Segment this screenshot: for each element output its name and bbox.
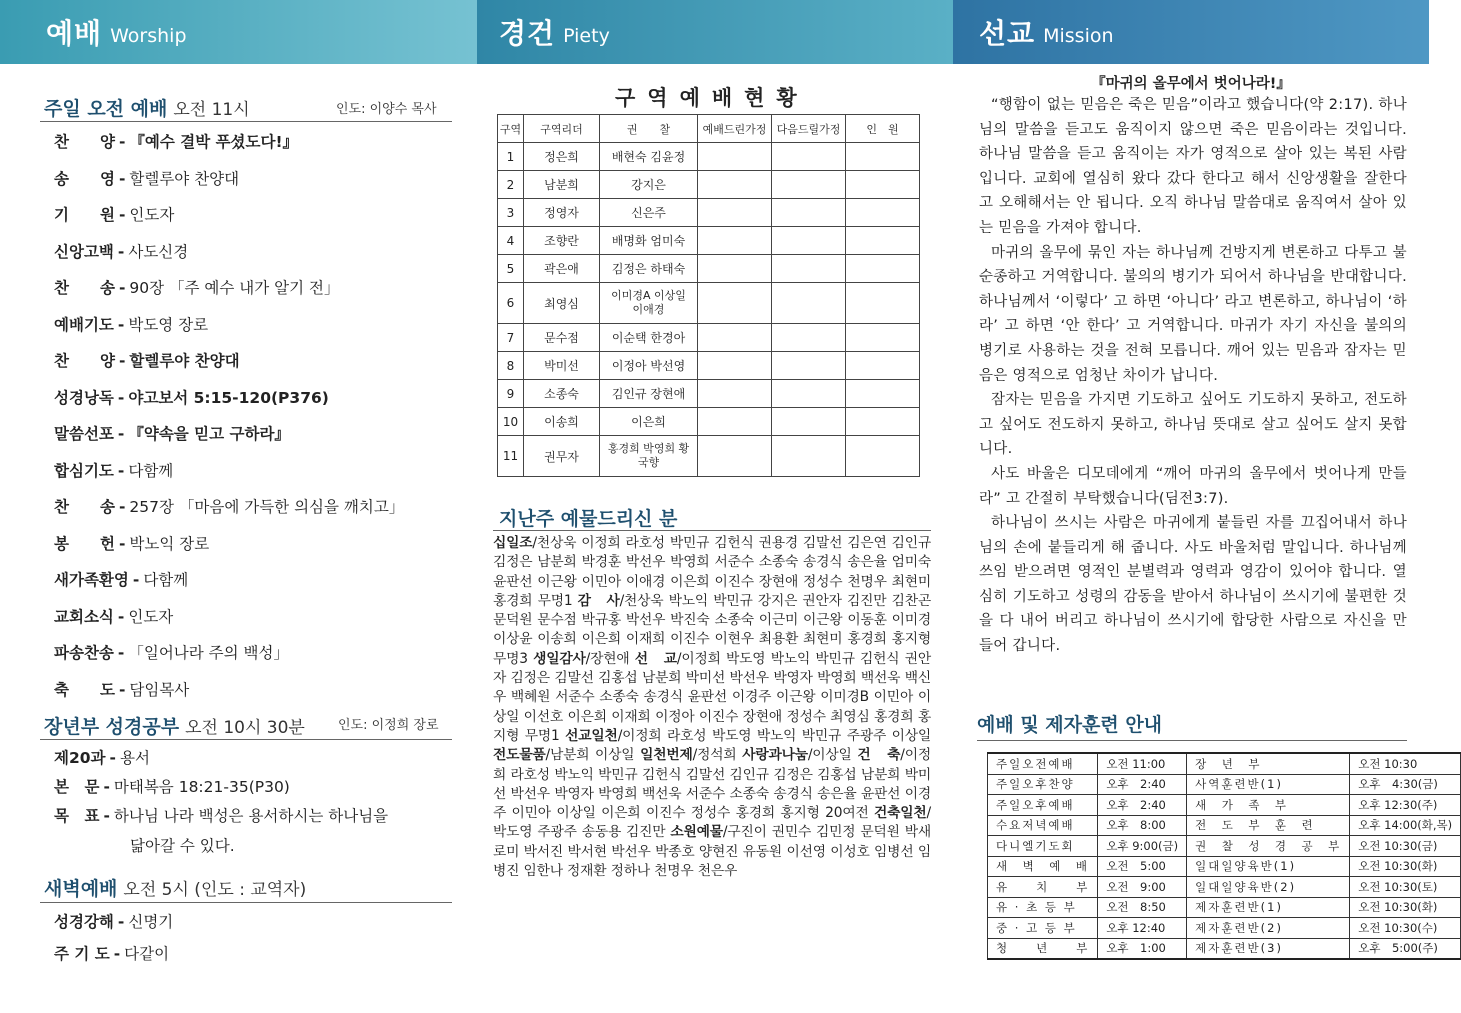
banner-title-ko: 선교 (979, 17, 1036, 50)
training-cell: 오후 5:00(주) (1350, 938, 1461, 959)
zone-cell: 정은희 (524, 143, 600, 171)
zone-header-cell: 구역리더 (524, 115, 600, 143)
table-row (988, 836, 1461, 857)
order-item (54, 605, 173, 627)
zone-empty-cell (846, 171, 920, 199)
offering-separator: / (676, 650, 682, 667)
order-label: 찬 송 (54, 279, 115, 297)
divider (493, 530, 931, 531)
order-value: 마태복음 18:21-35(P30) (113, 778, 290, 796)
order-value: 다같이 (124, 945, 170, 963)
zone-cell: 1 (498, 143, 524, 171)
order-value: 다함께 (128, 461, 174, 480)
training-cell: 주일오후예배 (988, 795, 1098, 816)
order-label: 찬 양 (54, 133, 115, 151)
order-value: 박도영 장로 (128, 315, 209, 334)
zone-empty-cell (772, 324, 846, 352)
offering-names: 박도영 주광주 송동용 김진만 (493, 824, 666, 841)
offering-separator: / (617, 727, 623, 744)
zone-cell: 9 (498, 380, 524, 408)
training-cell: 오후 12:40 (1098, 918, 1187, 939)
zone-header-cell: 권 찰 (600, 115, 698, 143)
offering-separator: / (722, 824, 728, 841)
order-value: 할렐루야 찬양대 (129, 169, 240, 188)
training-cell: 오후 2:40 (1098, 774, 1187, 795)
offering-category: 건 축 (857, 747, 901, 764)
order-label: 본 문 (54, 778, 100, 796)
zone-empty-cell (772, 143, 846, 171)
table-row (988, 815, 1461, 836)
offering-separator: / (545, 747, 550, 764)
zone-empty-cell (846, 352, 920, 380)
zone-cell: 11 (498, 436, 524, 477)
zone-empty-cell (698, 324, 772, 352)
table-row (498, 436, 920, 477)
order-dash: - (103, 778, 110, 796)
zone-cell: 신은주 (600, 199, 698, 227)
offering-category: 사랑과나눔 (742, 747, 808, 764)
zone-empty-cell (846, 324, 920, 352)
order-value: 야고보서 5:15-120(P376) (128, 388, 329, 407)
banner-title-en: Piety (563, 25, 610, 47)
zone-cell: 7 (498, 324, 524, 352)
table-row (498, 324, 920, 352)
zone-empty-cell (772, 199, 846, 227)
offering-separator: / (900, 747, 905, 764)
training-cell: 오전 10:30(수) (1350, 918, 1461, 939)
order-label: 기 원 (54, 206, 115, 224)
table-row (498, 255, 920, 283)
zone-empty-cell (698, 352, 772, 380)
order-dash: - (118, 279, 126, 297)
offerings-title: 지난주 예물드리신 분 (499, 508, 678, 530)
zone-cell: 홍경희 박영희 황국향 (600, 436, 698, 477)
order-label: 송 영 (54, 169, 115, 188)
offering-separator: / (692, 747, 698, 764)
training-cell: 주일오후찬양 (988, 774, 1098, 795)
training-cell: 오전 8:50 (1098, 897, 1187, 918)
mission-paragraph: 사도 바울은 디모데에게 “깨어 마귀의 올무에서 벗어나게 만들라” 고 간절히 부탁했습니다(딤전3:7). (979, 465, 1407, 507)
order-dash: - (118, 352, 126, 370)
order-dash: - (118, 169, 126, 188)
training-cell: 일대일양육반(2) (1187, 877, 1350, 898)
zone-empty-cell (698, 436, 772, 477)
training-cell: 일대일양육반(1) (1187, 856, 1350, 877)
zone-cell: 배명화 엄미숙 (600, 227, 698, 255)
banner-title-ko: 예배 (46, 17, 103, 50)
zone-cell: 강지은 (600, 171, 698, 199)
zone-cell: 3 (498, 199, 524, 227)
zone-cell: 이송희 (524, 408, 600, 436)
offering-category: 일천번제 (640, 747, 693, 764)
zone-cell: 2 (498, 171, 524, 199)
order-dash: - (118, 534, 126, 553)
banner-piety (477, 0, 953, 64)
order-label: 새가족환영 (54, 571, 129, 589)
zone-empty-cell (772, 255, 846, 283)
mission-paragraph: 하나님이 쓰시는 사람은 마귀에게 붙들린 자를 끄집어내서 하나님의 손에 붙들리게 해 줍니다. 사도 바울처럼 말입니다. 하나님께 쓰임 받으려면 영적인 분별력과 영력과 영감이 있어야 합니다. 열심히 기도하고 성령의 감동을 받아서 하나님이 쓰시기에 불편한 것을 다 내어 버리고 하나님이 쓰시기에 합당한 사람으로 자신을 만들어 갑니다. (979, 515, 1407, 655)
offering-names: 남분희 이상일 (549, 747, 635, 764)
table-row (498, 143, 920, 171)
order-item (54, 313, 208, 335)
offering-separator: / (807, 747, 813, 764)
zone-empty-cell (846, 255, 920, 283)
offering-names: 천상욱 박노익 박민규 강지은 권안자 김진만 김찬곤 문덕원 문수점 박규홍 박선우 박진숙 소종숙 이근미 이근왕 이동훈 이미경 이상윤 이송희 이은희 이재희 이진수 이현우 최용환 최현미 홍경희 홍지형 무명3 (493, 592, 932, 667)
order-dash: - (109, 749, 116, 767)
training-cell: 새 벽 예 배 (988, 856, 1098, 877)
banner-worship (0, 0, 477, 64)
table-row (498, 227, 920, 255)
training-cell: 오후 8:00 (1098, 815, 1187, 836)
offering-separator: / (619, 592, 625, 609)
table-row (498, 408, 920, 436)
dawn-service-title: 새벽예배 오전 5시 (인도 : 교역자) (44, 878, 307, 900)
training-cell: 제자훈련반(2) (1187, 918, 1350, 939)
offering-separator: / (585, 650, 591, 667)
zone-empty-cell (846, 380, 920, 408)
order-dash: - (117, 242, 125, 261)
zone-empty-cell (846, 227, 920, 255)
order-dash: - (117, 388, 125, 407)
banner-title-ko: 경건 (499, 17, 556, 50)
mission-body (979, 93, 1407, 659)
zone-cell: 김인규 장현애 (600, 380, 698, 408)
order-label: 목 표 (54, 807, 100, 825)
order-item (54, 386, 329, 408)
order-value: 하나님 나라 백성은 용서하시는 하나님을 (113, 807, 389, 825)
order-value: 담임목사 (129, 680, 190, 699)
training-cell: 중 · 고 등 부 (988, 918, 1098, 939)
order-label: 합심기도 (54, 461, 114, 480)
offering-category: 전도물품 (493, 747, 546, 764)
mission-paragraph: 마귀의 올무에 묶인 자는 하나님께 건방지게 변론하고 다투고 불순종하고 거역합니다. 불의의 병기가 되어서 하나님을 반대합니다. 하나님께서 ‘이렇다’ 고 하면 ‘아니다’ 라고 변론하고, 하나님이 ‘하라’ 고 하면 ‘안 한다’ 고 거역합니다. 마귀가 자기 자신을 불의의 병기로 사용하는 것을 전혀 모릅니다. 깨어 있는 믿음과 잠자는 믿음은 영적으로 엄청난 차이가 납니다. (979, 244, 1407, 384)
divider (40, 121, 452, 122)
offering-separator: / (532, 535, 537, 551)
training-cell: 주일오전예배 (988, 753, 1098, 774)
order-label: 성경강해 (54, 913, 114, 931)
table-row (988, 856, 1461, 877)
offering-category: 생일감사 (533, 650, 586, 667)
zone-empty-cell (772, 408, 846, 436)
zone-empty-cell (698, 408, 772, 436)
zone-header-cell: 다음드릴가정 (772, 115, 846, 143)
table-row (498, 380, 920, 408)
offering-names: 이상일 (812, 747, 852, 764)
worship-column (0, 64, 477, 1013)
order-label: 찬 송 (54, 498, 115, 516)
zone-cell: 10 (498, 408, 524, 436)
training-cell: 제자훈련반(3) (1187, 938, 1350, 959)
banner-title-en: Worship (110, 25, 187, 47)
table-row (988, 877, 1461, 898)
order-value: 『약속을 믿고 구하라』 (128, 425, 290, 443)
order-dash: - (117, 644, 125, 662)
zone-header-cell: 인 원 (846, 115, 920, 143)
order-dash: - (117, 315, 125, 334)
order-value: 인도자 (129, 206, 175, 224)
training-cell: 오후 1:00 (1098, 938, 1187, 959)
training-title: 예배 및 제자훈련 안내 (977, 714, 1163, 736)
zone-cell: 이순택 한경아 (600, 324, 698, 352)
zone-empty-cell (772, 352, 846, 380)
zone-header-cell: 구역 (498, 115, 524, 143)
offering-names: 이정희 라호성 박노익 박민규 김헌식 김말선 김인규 김정은 김홍섭 남분희 박미선 박선우 박영자 박영희 백선욱 서준수 소종숙 송경식 송은율 윤판선 이경주 이민아 이상일 이은희 이진수 정성수 홍경희 홍지형 20여전 (493, 747, 931, 822)
zone-empty-cell (698, 171, 772, 199)
order-item (54, 130, 298, 152)
order-item (54, 532, 209, 554)
zone-empty-cell (772, 171, 846, 199)
mission-title: 『마귀의 올무에서 벗어나라!』 (1091, 76, 1291, 92)
order-dash: - (118, 498, 126, 516)
order-item (54, 349, 240, 371)
offerings-list (493, 534, 931, 881)
order-value: 『예수 결박 푸셨도다!』 (129, 133, 299, 151)
zone-cell: 최영심 (524, 283, 600, 324)
zone-empty-cell (698, 227, 772, 255)
order-dash: - (117, 913, 125, 931)
training-cell: 청 년 부 (988, 938, 1098, 959)
order-item (54, 276, 340, 298)
zone-cell: 정영자 (524, 199, 600, 227)
order-dash: - (113, 945, 121, 963)
mission-paragraph: “행함이 없는 믿음은 죽은 믿음”이라고 했습니다(약 2:17). 하나님의 말씀을 듣고도 움직이지 않으면 죽은 믿음이라는 것입니다. 하나님 말씀을 듣고 움직이는 자가 영적으로 살아 있는 복된 사람입니다. 교회에 열심히 왔다 갔다 한다고 해서 신앙생활을 잘한다고 오해해서는 안 됩니다. 오직 하나님 말씀대로 움직여서 살아 있는 믿음을 가져야 합니다. (979, 97, 1407, 236)
zone-empty-cell (772, 436, 846, 477)
order-label: 주 기 도 (54, 945, 110, 963)
divider (977, 740, 1407, 741)
training-cell: 오후 4:30(금) (1350, 774, 1461, 795)
training-cell: 오전 11:00 (1098, 753, 1187, 774)
zone-cell: 이미경A 이상일 이애경 (600, 283, 698, 324)
order-value: 할렐루야 찬양대 (129, 352, 240, 370)
order-item (54, 746, 150, 768)
order-label: 성경낭독 (54, 388, 114, 407)
training-cell: 장 년 부 (1187, 753, 1350, 774)
training-cell: 오전 9:00 (1098, 877, 1187, 898)
order-item (54, 203, 174, 225)
zone-cell: 김정은 하태숙 (600, 255, 698, 283)
zone-cell: 8 (498, 352, 524, 380)
training-cell: 유 치 부 (988, 877, 1098, 898)
zone-cell: 이정아 박선영 (600, 352, 698, 380)
zone-cell: 4 (498, 227, 524, 255)
table-row (988, 897, 1461, 918)
training-cell: 오전 10:30 (1350, 753, 1461, 774)
zone-cell: 소종숙 (524, 380, 600, 408)
order-value: 「일어나라 주의 백성」 (128, 644, 289, 662)
zone-worship-table (497, 114, 920, 477)
order-label: 찬 양 (54, 352, 115, 370)
zone-empty-cell (698, 143, 772, 171)
zone-empty-cell (698, 199, 772, 227)
order-dash: - (117, 607, 125, 626)
order-dash: - (132, 571, 140, 589)
order-label: 신앙고백 (54, 242, 114, 261)
training-cell: 오전 10:30(토) (1350, 877, 1461, 898)
zone-cell: 5 (498, 255, 524, 283)
order-value: 90장 「주 예수 내가 알기 전」 (129, 279, 340, 297)
training-cell: 오전 10:30(화) (1350, 897, 1461, 918)
zone-cell: 곽은애 (524, 255, 600, 283)
order-label: 제20과 (54, 749, 106, 767)
offering-names: 장현애 (590, 650, 630, 667)
offering-names: 천상욱 이정희 라호성 박민규 김헌식 권용경 김말선 김은연 김인규 김정은 남분희 박경훈 박선우 박영희 서준수 소종숙 송경식 송은율 엄미숙 윤판선 이근왕 이민아 이애경 이은희 이진수 장현애 정성수 천명우 최현미 홍경희 무명1 (493, 535, 931, 609)
order-item (54, 910, 173, 932)
zone-cell: 박미선 (524, 352, 600, 380)
offering-category: 소원예물 (670, 824, 723, 841)
zone-cell: 남분희 (524, 171, 600, 199)
training-cell: 전 도 부 훈 련 (1187, 815, 1350, 836)
training-cell: 제자훈련반(1) (1187, 897, 1350, 918)
training-cell: 오전 5:00 (1098, 856, 1187, 877)
training-cell: 권 찰 성 경 공 부 (1187, 836, 1350, 857)
offering-category: 십일조 (493, 535, 533, 551)
training-cell: 오후 14:00(화,목) (1350, 815, 1461, 836)
order-dash: - (103, 807, 110, 825)
table-row (988, 774, 1461, 795)
offering-names: 이정희 박도영 박노익 박민규 김헌식 권안자 김정은 김말선 김홍섭 남분희 박미선 박선우 박영자 박영희 백선욱 백신우 백혜원 서준수 소종숙 송경식 윤판선 이경주 이근왕 이미경B 이민아 이상일 이선호 이은희 이재희 이정아 이진수 장현애 정성수 최영심 홍경희 홍지형 무명1 (493, 650, 931, 744)
table-row (988, 753, 1461, 774)
zone-cell: 권무자 (524, 436, 600, 477)
piety-column (477, 64, 953, 1013)
zone-header-cell: 예배드린가정 (698, 115, 772, 143)
order-value: 사도신경 (128, 242, 189, 261)
order-label: 파송찬송 (54, 644, 114, 662)
offering-separator: / (926, 805, 931, 822)
training-cell: 오후 9:00(금) (1098, 836, 1187, 857)
sunday-service-title: 주일 오전 예배 오전 11시 (44, 98, 250, 120)
zone-cell: 이은희 (600, 408, 698, 436)
order-item (54, 568, 188, 590)
order-item (54, 678, 189, 700)
order-value: 용서 (119, 749, 150, 767)
order-label: 축 도 (54, 680, 115, 699)
zone-empty-cell (846, 408, 920, 436)
zone-cell: 6 (498, 283, 524, 324)
order-dash: - (118, 206, 126, 224)
table-row (988, 918, 1461, 939)
order-item (54, 775, 290, 797)
table-row (498, 171, 920, 199)
zone-empty-cell (698, 283, 772, 324)
order-item (54, 804, 388, 826)
offering-category: 감 사 (577, 592, 620, 609)
training-cell: 오전 10:30(금) (1350, 836, 1461, 857)
order-dash: - (118, 133, 126, 151)
table-row (988, 938, 1461, 959)
order-label: 예배기도 (54, 315, 114, 334)
order-value: 다함께 (143, 571, 189, 589)
order-item (54, 422, 290, 444)
order-value: 257장 「마음에 가득한 의심을 깨치고」 (129, 498, 405, 516)
banner-mission (953, 0, 1429, 64)
order-dash: - (117, 461, 125, 480)
training-cell: 수요저녁예배 (988, 815, 1098, 836)
order-item (54, 942, 169, 964)
zone-empty-cell (846, 283, 920, 324)
order-item (54, 495, 404, 517)
goal-line-2: 닮아갈 수 있다. (130, 837, 235, 855)
order-label: 말씀선포 (54, 425, 114, 443)
zone-cell: 조향란 (524, 227, 600, 255)
order-label: 교회소식 (54, 607, 114, 626)
zone-empty-cell (846, 143, 920, 171)
adult-study-leader: 인도: 이정희 장로 (338, 718, 439, 733)
order-item (54, 641, 289, 663)
zone-empty-cell (698, 255, 772, 283)
table-row (498, 199, 920, 227)
adult-study-title: 장년부 성경공부 오전 10시 30분 (44, 716, 305, 738)
training-cell: 오후 12:30(주) (1350, 795, 1461, 816)
offering-category: 건축일천 (874, 805, 927, 822)
table-row (498, 352, 920, 380)
training-cell: 사역훈련반(1) (1187, 774, 1350, 795)
training-cell: 새 가 족 부 (1187, 795, 1350, 816)
offering-category: 선 교 (634, 650, 677, 667)
offering-names: 이정희 라호성 박도영 박노익 박민규 주광주 이상일 (622, 727, 932, 744)
training-cell: 오전 10:30(화) (1350, 856, 1461, 877)
offering-category: 선교일천 (565, 727, 618, 744)
zone-empty-cell (698, 380, 772, 408)
zone-table-title: 구역예배현황 (615, 86, 809, 110)
zone-empty-cell (846, 436, 920, 477)
zone-empty-cell (846, 199, 920, 227)
zone-empty-cell (772, 227, 846, 255)
divider (40, 902, 452, 903)
mission-column (953, 64, 1453, 1013)
order-value: 신명기 (128, 913, 174, 931)
zone-empty-cell (772, 380, 846, 408)
order-item (54, 240, 188, 262)
training-cell: 오후 2:40 (1098, 795, 1187, 816)
zone-empty-cell (772, 283, 846, 324)
order-dash: - (118, 680, 126, 699)
mission-paragraph: 잠자는 믿음을 가지면 기도하고 싶어도 기도하지 못하고, 전도하고 싶어도 전도하지 못하고, 하나님 뜻대로 살고 싶어도 살지 못합니다. (979, 392, 1407, 458)
order-value: 인도자 (128, 607, 174, 626)
offering-names: 구진이 권민수 김민정 문덕원 박새로미 박서진 박서현 박선우 박종호 양현진 유동원 이선영 이성호 임병선 임병진 임한나 정재환 정하나 천명우 천은우 (493, 824, 931, 880)
order-item (54, 167, 239, 189)
table-row (988, 795, 1461, 816)
table-row (498, 283, 920, 324)
zone-cell: 문수점 (524, 324, 600, 352)
order-item (54, 459, 173, 481)
training-cell: 유 · 초 등 부 (988, 897, 1098, 918)
sunday-leader: 인도: 이양수 목사 (336, 102, 437, 117)
zone-cell: 배현숙 김윤정 (600, 143, 698, 171)
offering-names: 정석희 (697, 747, 737, 764)
order-dash: - (117, 425, 125, 443)
training-cell: 다니엘기도회 (988, 836, 1098, 857)
banner-title-en: Mission (1043, 25, 1114, 47)
order-label: 봉 헌 (54, 534, 115, 553)
order-value: 박노익 장로 (129, 534, 210, 553)
training-table (987, 752, 1461, 960)
divider (40, 739, 452, 740)
